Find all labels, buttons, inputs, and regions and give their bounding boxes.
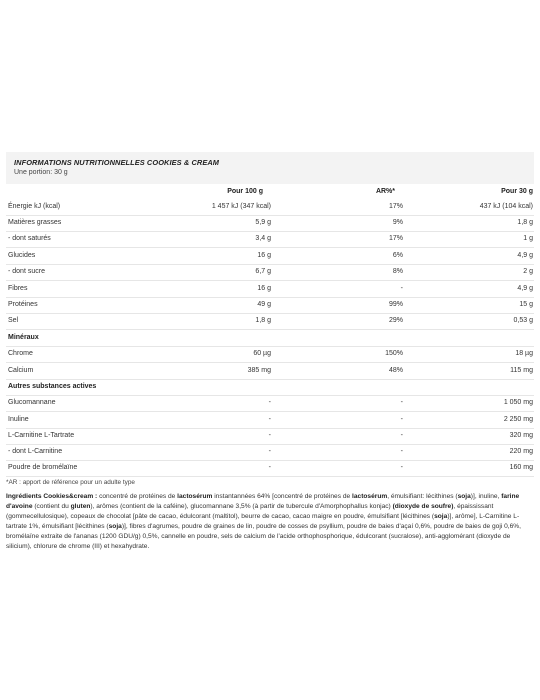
table-row xyxy=(6,268,534,285)
nutrient-label: - dont saturés xyxy=(8,235,51,242)
row-divider xyxy=(6,411,534,412)
value-per-100g: - xyxy=(268,416,271,423)
value-per-100g: 385 mg xyxy=(247,367,271,374)
nutrient-label: L-Carnitine L-Tartrate xyxy=(8,432,75,439)
value-per-30g: 320 mg xyxy=(509,432,533,439)
row-divider xyxy=(6,379,534,380)
nutrient-label: Énergie kJ (kcal) xyxy=(8,203,61,210)
row-divider xyxy=(6,247,534,248)
value-ar: 17% xyxy=(388,235,403,242)
value-ar: - xyxy=(400,432,403,439)
value-per-100g: 60 µg xyxy=(253,350,271,357)
value-ar: 29% xyxy=(388,317,403,324)
value-per-100g: 6,7 g xyxy=(255,268,271,275)
value-ar: - xyxy=(400,399,403,406)
value-per-30g: 160 mg xyxy=(509,464,533,471)
value-ar: 17% xyxy=(388,203,403,210)
ingredient-text: (contient du xyxy=(32,503,71,511)
value-ar: 99% xyxy=(388,301,403,308)
table-row xyxy=(6,252,534,269)
portion-size: Une portion: 30 g xyxy=(14,169,68,176)
allergen-text: farine d'avoine xyxy=(6,493,520,511)
ingredients-body xyxy=(6,493,521,550)
row-divider xyxy=(6,297,534,298)
value-per-30g: 4,9 g xyxy=(517,252,533,259)
ingredients-heading: Ingrédients Cookies&cream : xyxy=(6,493,98,500)
value-per-30g: 1 050 mg xyxy=(503,399,533,406)
row-divider xyxy=(6,444,534,445)
value-per-30g: 1,8 g xyxy=(517,219,533,226)
value-per-30g: 2 g xyxy=(523,268,533,275)
table-header-band xyxy=(6,152,534,184)
table-row xyxy=(6,367,534,384)
value-per-30g: 437 kJ (104 kcal) xyxy=(479,203,533,210)
reference-note: *AR : apport de référence pour un adulte type xyxy=(6,479,135,486)
table-row xyxy=(6,235,534,252)
allergen-text: soja xyxy=(457,493,471,500)
row-divider xyxy=(6,346,534,347)
ingredient-text: , émulsifiant: lécithines ( xyxy=(387,493,458,500)
row-divider xyxy=(6,313,534,314)
ingredient-text: , épaississant (gommecellulosique), copeaux de chocolat [pâte de cacao, édulcorant (maltitol), beurre de cacao, cacao maigre en poudre, émulsifiant [lécithines ( xyxy=(6,503,494,521)
ingredient-text: )], arôme], L-Carnitine L-tartrate 1%, émulsifiant [lécithines ( xyxy=(6,513,520,531)
section-heading: Autres substances actives xyxy=(8,383,97,390)
row-divider xyxy=(6,231,534,232)
value-per-100g: - xyxy=(268,448,271,455)
value-ar: 150% xyxy=(385,350,403,357)
nutrient-label: Glucomannane xyxy=(8,399,56,406)
table-row xyxy=(6,416,534,433)
value-per-30g: 115 mg xyxy=(510,367,533,374)
value-per-100g: - xyxy=(268,432,271,439)
value-per-100g: - xyxy=(268,399,271,406)
table-row xyxy=(6,448,534,465)
value-per-100g: 16 g xyxy=(257,285,271,292)
value-per-30g: 15 g xyxy=(519,301,533,308)
value-per-30g: 18 µg xyxy=(515,350,533,357)
ingredient-text: instantannées 64% [concentré de protéines de xyxy=(212,493,353,500)
section-heading: Minéraux xyxy=(8,334,39,341)
value-ar: - xyxy=(400,285,403,292)
ingredients-text xyxy=(6,492,534,553)
nutrient-label: Calcium xyxy=(8,367,34,374)
table-row xyxy=(6,432,534,449)
allergen-text: soja xyxy=(434,513,448,521)
ingredient-text: )], fibres d'agrumes, poudre de graines de lin, poudre de cosses de psyllium, poudre de baies d'açaí 0,6%, poudre de baies de goji 0,6%, bromélaïne extraite de l'ananas (1200 GDU/g) 0,5%, cannelle en poudre, sels de calcium de l'acide orthophosphorique, édulcorant (sucralose), anti-agglomérant (dioxyde de silicium), chlorure de chrome (III) et hexahydrate. xyxy=(6,523,521,551)
nutrient-label: Poudre de bromélaïne xyxy=(8,464,78,471)
allergen-text: gluten xyxy=(70,503,91,511)
column-header-per-30g: Pour 30 g xyxy=(501,188,533,195)
ingredient-text: )], inuline, xyxy=(470,493,502,500)
row-divider xyxy=(6,476,534,477)
table-row xyxy=(6,317,534,334)
nutrient-label: Protéines xyxy=(8,301,38,308)
table-row xyxy=(6,285,534,302)
value-per-100g: - xyxy=(268,464,271,471)
value-per-30g: 2 250 mg xyxy=(503,416,533,423)
value-ar: 48% xyxy=(388,367,403,374)
value-per-30g: 220 mg xyxy=(509,448,533,455)
value-per-100g: 3,4 g xyxy=(255,235,271,242)
row-divider xyxy=(6,460,534,461)
value-ar: 8% xyxy=(392,268,403,275)
column-header-ar: AR%* xyxy=(375,188,395,195)
value-ar: - xyxy=(400,448,403,455)
value-per-100g: 16 g xyxy=(257,252,271,259)
allergen-text: lactosérum xyxy=(352,493,388,500)
value-ar: 9% xyxy=(392,219,403,226)
row-divider xyxy=(6,329,534,330)
nutrient-label: Sel xyxy=(8,317,19,324)
ingredient-text: ), arômes (contient de la caféine), glucomannane 3,5% (à partir de tubercule d'Amorphophallus konjac) xyxy=(90,503,393,511)
row-divider xyxy=(6,215,534,216)
value-ar: - xyxy=(400,416,403,423)
value-per-100g: 49 g xyxy=(257,301,271,308)
value-per-100g: 5,9 g xyxy=(255,219,271,226)
table-row xyxy=(6,350,534,367)
nutrient-label: - dont L-Carnitine xyxy=(8,448,63,455)
page-title: INFORMATIONS NUTRITIONNELLES COOKIES & CREAM xyxy=(14,158,220,167)
value-per-30g: 0,53 g xyxy=(513,317,533,324)
table-row xyxy=(6,219,534,236)
allergen-text: soja xyxy=(108,523,122,531)
row-divider xyxy=(6,395,534,396)
value-per-100g: 1 457 kJ (347 kcal) xyxy=(211,203,271,210)
value-ar: 6% xyxy=(392,252,403,259)
row-divider xyxy=(6,428,534,429)
value-per-30g: 1 g xyxy=(523,235,533,242)
nutrient-label: Inuline xyxy=(8,416,29,423)
table-row xyxy=(6,399,534,416)
allergen-text: (dioxyde de soufre) xyxy=(392,503,454,511)
table-row xyxy=(6,203,534,220)
table-row xyxy=(6,301,534,318)
nutrient-label: Fibres xyxy=(8,285,28,292)
value-per-100g: 1,8 g xyxy=(255,317,271,324)
value-per-30g: 4,9 g xyxy=(517,285,533,292)
ingredient-text: concentré de protéines de xyxy=(97,493,178,500)
nutrient-label: Matières grasses xyxy=(8,219,62,226)
section-heading-row xyxy=(6,383,534,400)
allergen-text: lactosérum xyxy=(177,493,213,500)
row-divider xyxy=(6,280,534,281)
row-divider xyxy=(6,264,534,265)
nutrient-label: - dont sucre xyxy=(8,268,45,275)
row-divider xyxy=(6,362,534,363)
nutrient-label: Glucides xyxy=(8,252,36,259)
section-heading-row xyxy=(6,334,534,351)
column-header-per-100g: Pour 100 g xyxy=(227,188,263,195)
value-ar: - xyxy=(400,464,403,471)
nutrient-label: Chrome xyxy=(8,350,33,357)
